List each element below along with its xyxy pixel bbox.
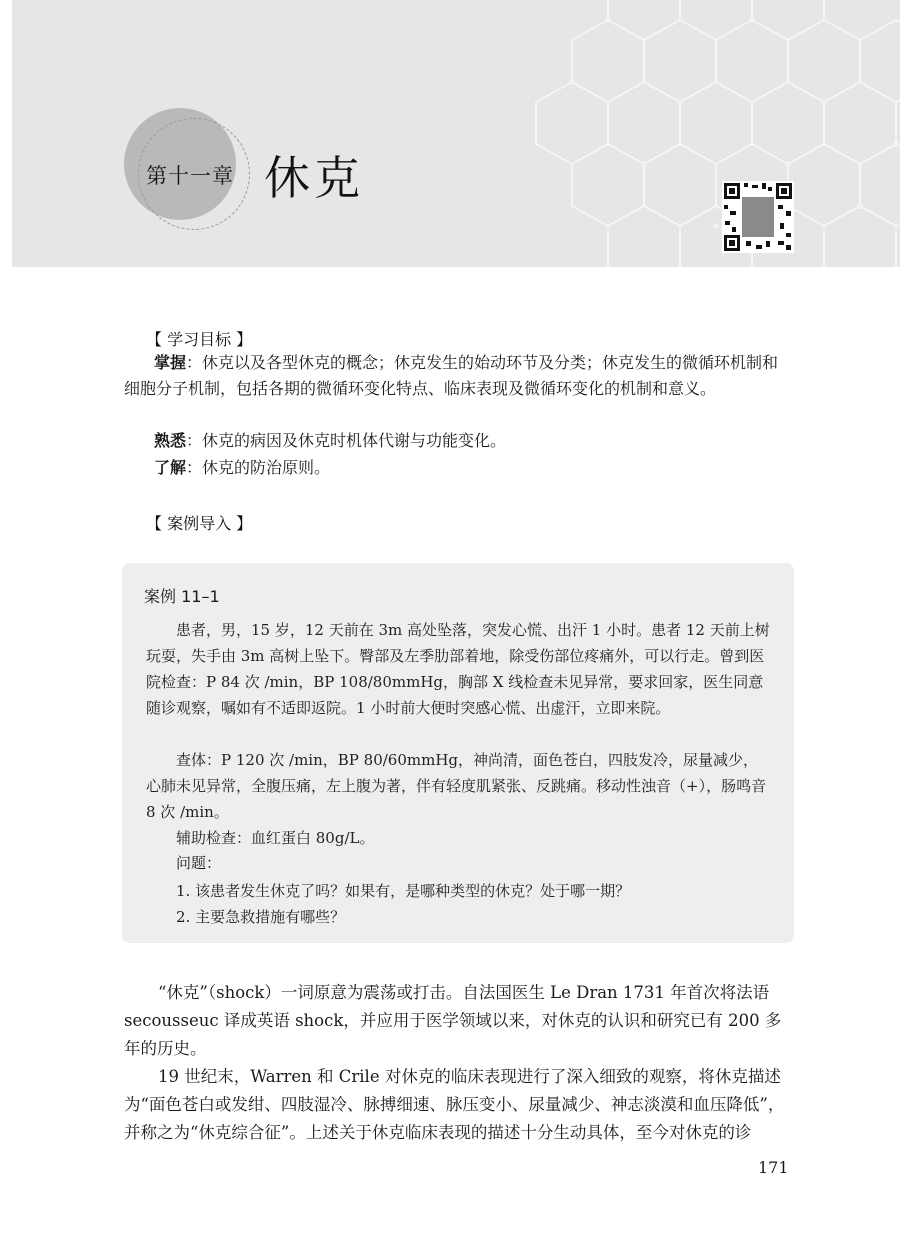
chapter-title: 休克 xyxy=(264,151,364,205)
familiar-lead: 熟悉 xyxy=(154,431,187,450)
objective-familiar xyxy=(124,428,794,454)
body-paragraph xyxy=(124,979,796,1063)
understand-text: ：休克的防治原则。 xyxy=(186,458,331,477)
learning-objectives-heading: 【 学习目标 】 xyxy=(146,330,253,349)
case-intro-heading: 【 案例导入 】 xyxy=(146,514,253,533)
page-number: 171 xyxy=(758,1158,789,1177)
objective-understand xyxy=(124,455,794,481)
body-paragraph-text: “休克”（shock）一词原意为震荡或打击。自法国医生 Le Dran 1731 年首次将法语 secousseuc 译成英语 shock，并应用于医学领域以来，对休克的认识和研究已有 200 多年的历史。 xyxy=(124,983,782,1058)
case-paragraph-history: 患者，男，15 岁，12 天前在 3m 高处坠落，突发心慌、出汗 1 小时。患者 12 天前上树玩耍，失手由 3m 高树上坠下。臀部及左季肋部着地，除受伤部位疼痛外，可以行走。曾到医院检查：P 84 次 /min，BP 108/80mmHg，胸部 X 线检查未见异常，要求回家，医生同意随诊观察，嘱如有不适即返院。1 小时前大便时突感心慌、出虚汗，立即来院。 xyxy=(146,621,770,717)
case-title: 案例 11–1 xyxy=(144,587,220,606)
case-paragraph-exam: 查体：P 120 次 /min，BP 80/60mmHg，神尚清，面色苍白，四肢发冷，尿量减少，心肺未见异常，全腹压痛，左上腹为著，伴有轻度肌紧张、反跳痛。移动性浊音（+），肠鸣音 8 次 /min。 xyxy=(146,751,767,821)
question-item: 1. 该患者发生休克了吗？如果有，是哪种类型的休克？处于哪一期？ xyxy=(176,882,631,900)
question-item: 2. 主要急救措施有哪些？ xyxy=(176,908,346,926)
qr-code-icon[interactable] xyxy=(722,181,794,253)
chapter-header xyxy=(12,0,900,267)
objective-master xyxy=(124,350,794,402)
questions-title: 问题： xyxy=(176,854,222,872)
chapter-number-label: 第十一章 xyxy=(146,164,234,188)
case-history xyxy=(146,617,772,721)
master-lead: 掌握 xyxy=(154,353,187,372)
case-lab xyxy=(146,825,772,851)
case-exam xyxy=(146,747,772,825)
master-text: ：休克以及各型休克的概念；休克发生的始动环节及分类；休克发生的微循环机制和细胞分子机制，包括各期的微循环变化特点、临床表现及微循环变化的机制和意义。 xyxy=(124,353,779,398)
understand-lead: 了解 xyxy=(154,458,187,477)
body-paragraph-text: 19 世纪末，Warren 和 Crile 对休克的临床表现进行了深入细致的观察，将休克描述为“面色苍白或发绀、四肢湿冷、脉搏细速、脉压变小、尿量减少、神志淡漠和血压降低”，并称之为“休克综合征”。上述关于休克临床表现的描述十分生动具体，至今对休克的诊 xyxy=(124,1067,785,1142)
familiar-text: ：休克的病因及休克时机体代谢与功能变化。 xyxy=(186,431,507,450)
case-paragraph-lab: 辅助检查：血红蛋白 80g/L。 xyxy=(176,829,375,847)
body-paragraph xyxy=(124,1063,796,1147)
